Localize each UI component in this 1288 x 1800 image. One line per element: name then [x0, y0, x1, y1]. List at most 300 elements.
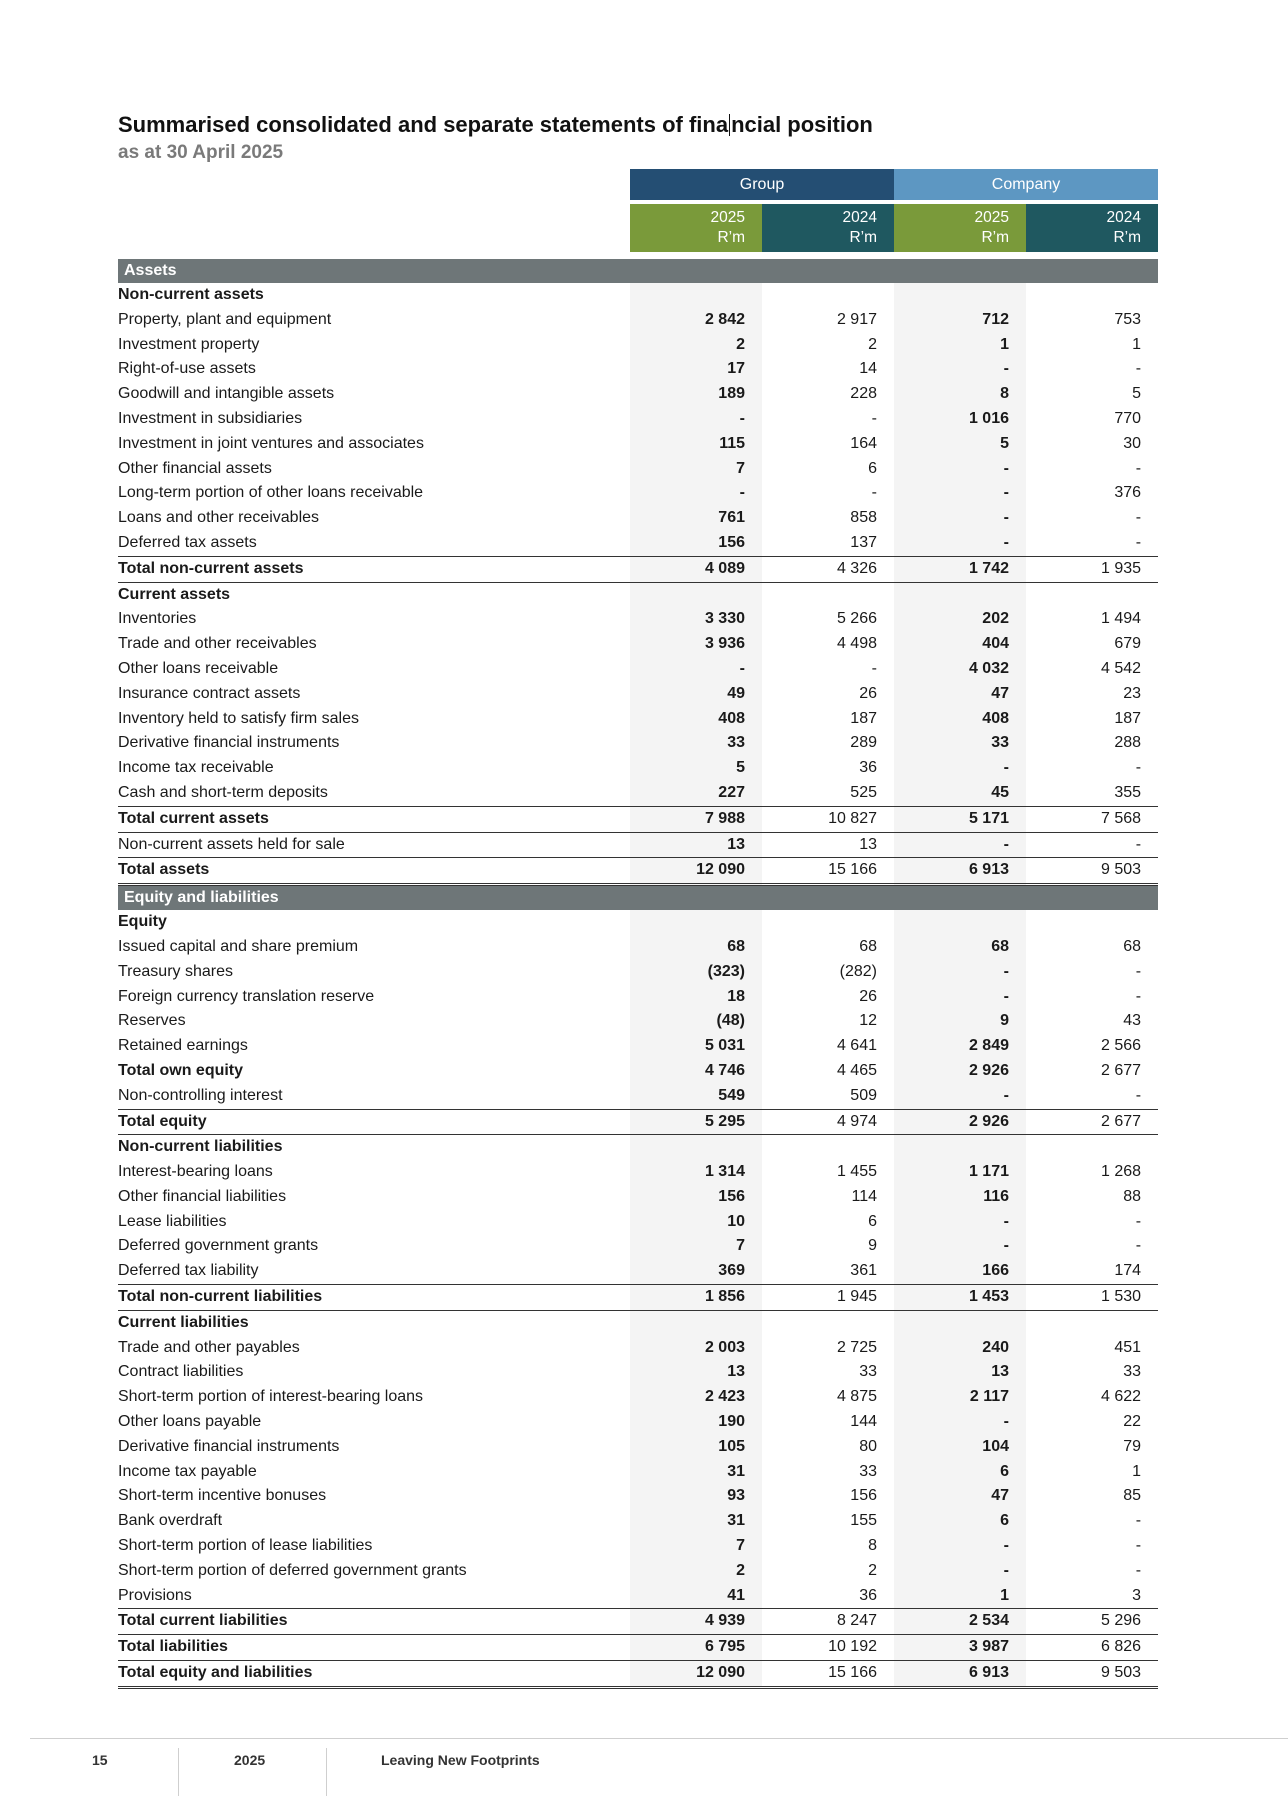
table-row — [118, 1034, 1158, 1059]
value-company-2024: 2 677 — [1100, 1061, 1142, 1079]
row-label: Income tax receivable — [118, 759, 274, 777]
row-label: Loans and other receivables — [118, 509, 320, 527]
value-group-2025: 7 — [630, 1234, 762, 1259]
title-text-end: ncial position — [731, 112, 873, 137]
value-company-2025: 1 — [894, 1584, 1026, 1609]
row-label: Interest-bearing loans — [118, 1163, 273, 1181]
table-row — [118, 1609, 1158, 1635]
value-group-2025 — [630, 1135, 762, 1160]
row-label: Total equity — [118, 1109, 630, 1135]
value-group-2025: 12 090 — [630, 1661, 762, 1688]
value-group-2024 — [762, 582, 894, 607]
header-row-entity — [118, 169, 1158, 200]
value-company-2024: - — [1135, 1237, 1142, 1255]
value-company-2024: - — [1135, 835, 1142, 853]
value-group-2025: 13 — [630, 1360, 762, 1385]
row-label: Short-term incentive bonuses — [118, 1487, 327, 1505]
row-label: Short-term portion of lease liabilities — [118, 1537, 373, 1555]
value-company-2025: 1 742 — [894, 556, 1026, 582]
row-label: Trade and other receivables — [118, 635, 317, 653]
value-group-2024: 8 247 — [762, 1609, 894, 1635]
row-label: Short-term portion of deferred government grants — [118, 1561, 467, 1579]
value-company-2025: - — [894, 1234, 1026, 1259]
value-company-2025: 6 913 — [894, 858, 1026, 885]
value-group-2025: 5 031 — [630, 1034, 762, 1059]
row-label: Non-current liabilities — [118, 1138, 283, 1156]
value-group-2025: 105 — [630, 1435, 762, 1460]
row-label: Cash and short-term deposits — [118, 783, 328, 801]
section-fill — [894, 885, 1026, 911]
value-group-2025: 18 — [630, 985, 762, 1010]
value-company-2024: 22 — [1123, 1413, 1142, 1431]
page-title — [118, 112, 873, 138]
value-group-2024: 144 — [850, 1413, 877, 1431]
value-group-2025: 2 423 — [630, 1385, 762, 1410]
value-group-2025: 93 — [630, 1484, 762, 1509]
value-group-2025: (323) — [630, 960, 762, 985]
header-year: 2024 — [842, 209, 877, 226]
value-company-2025: 1 016 — [894, 407, 1026, 432]
table-row — [118, 682, 1158, 707]
value-company-2025 — [894, 283, 1026, 308]
value-group-2024: 4 875 — [836, 1388, 877, 1406]
value-company-2025: - — [894, 832, 1026, 858]
value-company-2024: 1 268 — [1100, 1163, 1142, 1181]
value-group-2024: 8 — [868, 1537, 877, 1555]
value-group-2025: 115 — [630, 432, 762, 457]
value-group-2025: 7 — [630, 457, 762, 482]
table-row — [118, 806, 1158, 832]
value-group-2024: 1 455 — [836, 1163, 877, 1181]
row-label: Total current assets — [118, 806, 630, 832]
value-company-2024: 376 — [1114, 484, 1142, 502]
table-row — [118, 1385, 1158, 1410]
value-group-2025: 49 — [630, 682, 762, 707]
value-company-2024 — [1026, 910, 1158, 935]
value-company-2024: 770 — [1114, 409, 1142, 427]
table-row — [118, 1059, 1158, 1084]
row-label: Assets — [118, 259, 630, 283]
value-group-2024: 26 — [859, 987, 877, 1005]
value-company-2024: 6 826 — [1026, 1635, 1158, 1661]
section-fill — [1026, 885, 1158, 911]
value-group-2025: 31 — [630, 1509, 762, 1534]
header-unit: R’m — [981, 229, 1009, 246]
row-label: Other financial assets — [118, 459, 272, 477]
table-row — [118, 1009, 1158, 1034]
value-group-2024: 33 — [859, 1363, 877, 1381]
value-group-2025 — [630, 1310, 762, 1335]
value-group-2025: 156 — [630, 1185, 762, 1210]
value-company-2025: 104 — [894, 1435, 1026, 1460]
header-row-years — [118, 204, 1158, 252]
header-unit: R’m — [1113, 229, 1142, 246]
table-row — [118, 506, 1158, 531]
row-label: Reserves — [118, 1012, 186, 1030]
header-company: Company — [894, 169, 1158, 200]
value-group-2024: 509 — [850, 1086, 877, 1104]
value-company-2025: 116 — [894, 1185, 1026, 1210]
value-company-2025 — [894, 582, 1026, 607]
value-group-2024: 4 974 — [762, 1109, 894, 1135]
value-company-2024: 1 — [1132, 335, 1142, 353]
subsection-header-row — [118, 1135, 1158, 1160]
footer-divider — [30, 1738, 1288, 1739]
table-row — [118, 1336, 1158, 1361]
value-company-2024: 174 — [1114, 1262, 1142, 1280]
value-group-2024: 26 — [859, 684, 877, 702]
value-company-2024: - — [1135, 459, 1142, 477]
value-company-2025: 202 — [894, 607, 1026, 632]
table-row — [118, 1460, 1158, 1485]
table-row — [118, 707, 1158, 732]
value-group-2024 — [762, 283, 894, 308]
row-label: Derivative financial instruments — [118, 734, 340, 752]
section-fill — [762, 885, 894, 911]
value-group-2024: 10 192 — [762, 1635, 894, 1661]
value-company-2025: 1 — [894, 333, 1026, 358]
value-group-2025: 156 — [630, 531, 762, 556]
value-group-2024: 525 — [850, 783, 877, 801]
subsection-header-row — [118, 1310, 1158, 1335]
title-text-start: Summarised consolidated and separate statements of fina — [118, 112, 729, 137]
value-group-2024: 155 — [850, 1512, 877, 1530]
value-company-2025: 2 849 — [894, 1034, 1026, 1059]
value-company-2024: 3 — [1132, 1586, 1142, 1604]
value-group-2025: 31 — [630, 1460, 762, 1485]
value-group-2025: 7 — [630, 1534, 762, 1559]
table-row — [118, 632, 1158, 657]
value-group-2024: 15 166 — [762, 858, 894, 885]
header-blank — [118, 204, 630, 252]
value-company-2025: - — [894, 1210, 1026, 1235]
value-group-2025 — [630, 910, 762, 935]
value-group-2024: 33 — [859, 1462, 877, 1480]
value-group-2025: 2 842 — [630, 308, 762, 333]
value-company-2024: 68 — [1123, 937, 1142, 955]
value-group-2024 — [762, 910, 894, 935]
table-row — [118, 1584, 1158, 1609]
value-group-2024: - — [871, 484, 877, 502]
row-label: Inventories — [118, 610, 197, 628]
value-group-2024: 36 — [859, 1586, 877, 1604]
value-company-2024: 1 935 — [1026, 556, 1158, 582]
value-group-2025: 7 988 — [630, 806, 762, 832]
value-group-2024: 187 — [850, 709, 877, 727]
table-row — [118, 1509, 1158, 1534]
value-company-2025: 2 926 — [894, 1059, 1026, 1084]
value-company-2024: 753 — [1114, 310, 1142, 328]
value-group-2025: 3 330 — [630, 607, 762, 632]
value-group-2025: 190 — [630, 1410, 762, 1435]
value-group-2024: 5 266 — [836, 610, 877, 628]
section-fill — [762, 259, 894, 283]
value-company-2025: - — [894, 481, 1026, 506]
value-group-2025: 33 — [630, 731, 762, 756]
row-label: Current liabilities — [118, 1313, 249, 1331]
value-group-2025: 2 — [630, 1559, 762, 1584]
value-group-2025: 12 090 — [630, 858, 762, 885]
section-fill — [630, 259, 762, 283]
value-company-2024: 1 494 — [1100, 610, 1142, 628]
value-company-2024: 5 296 — [1026, 1609, 1158, 1635]
row-label: Deferred tax liability — [118, 1262, 259, 1280]
row-label: Provisions — [118, 1586, 192, 1604]
table-row — [118, 357, 1158, 382]
table-row — [118, 556, 1158, 582]
row-label: Total own equity — [118, 1061, 244, 1079]
table-row — [118, 531, 1158, 556]
value-group-2025: 6 795 — [630, 1635, 762, 1661]
value-group-2024: 2 — [868, 335, 877, 353]
value-group-2024: 137 — [850, 533, 877, 551]
value-company-2025: - — [894, 1410, 1026, 1435]
table-row — [118, 1661, 1158, 1688]
value-company-2025: 5 — [894, 432, 1026, 457]
value-company-2024: 187 — [1114, 709, 1142, 727]
value-group-2025: 408 — [630, 707, 762, 732]
value-group-2024: 4 641 — [836, 1037, 877, 1055]
row-label: Total current liabilities — [118, 1609, 630, 1635]
value-group-2024: 14 — [859, 360, 877, 378]
subsection-header-row — [118, 910, 1158, 935]
table-row — [118, 985, 1158, 1010]
row-label: Retained earnings — [118, 1037, 248, 1055]
value-company-2024: 288 — [1114, 734, 1142, 752]
value-company-2025: - — [894, 1534, 1026, 1559]
table-row — [118, 432, 1158, 457]
row-label: Total liabilities — [118, 1635, 630, 1661]
row-label: Equity and liabilities — [118, 885, 630, 911]
row-label: Other loans receivable — [118, 659, 279, 677]
value-group-2024: 2 917 — [836, 310, 877, 328]
table-row — [118, 382, 1158, 407]
value-group-2024: 164 — [850, 434, 877, 452]
table-row — [118, 457, 1158, 482]
footer-tagline: Leaving New Footprints — [381, 1752, 540, 1768]
table-row — [118, 1410, 1158, 1435]
row-label: Deferred government grants — [118, 1237, 319, 1255]
value-company-2025: 5 171 — [894, 806, 1026, 832]
value-group-2025: 1 314 — [630, 1160, 762, 1185]
value-company-2025: 4 032 — [894, 657, 1026, 682]
value-group-2025: 2 — [630, 333, 762, 358]
value-company-2024: - — [1135, 1212, 1142, 1230]
row-label: Total non-current liabilities — [118, 1285, 630, 1311]
value-company-2025: 2 926 — [894, 1109, 1026, 1135]
value-company-2024: - — [1135, 1537, 1142, 1555]
value-company-2025: 47 — [894, 1484, 1026, 1509]
value-company-2025: - — [894, 1559, 1026, 1584]
value-company-2025: - — [894, 531, 1026, 556]
value-company-2024: 4 622 — [1100, 1388, 1142, 1406]
value-group-2024: 156 — [850, 1487, 877, 1505]
value-company-2025: - — [894, 756, 1026, 781]
value-company-2024: 43 — [1123, 1012, 1142, 1030]
value-company-2024: 355 — [1114, 783, 1142, 801]
page-subtitle: as at 30 April 2025 — [118, 142, 284, 163]
value-group-2025: 5 295 — [630, 1109, 762, 1135]
value-company-2024: 451 — [1114, 1338, 1142, 1356]
value-company-2025 — [894, 910, 1026, 935]
table-row — [118, 1285, 1158, 1311]
table-row — [118, 756, 1158, 781]
value-company-2024: 33 — [1123, 1363, 1142, 1381]
value-group-2024: 10 827 — [762, 806, 894, 832]
header-group: Group — [630, 169, 894, 200]
table-row — [118, 781, 1158, 806]
value-group-2025: 41 — [630, 1584, 762, 1609]
row-label: Other loans payable — [118, 1413, 262, 1431]
row-label: Lease liabilities — [118, 1212, 227, 1230]
header-year: 2025 — [974, 209, 1009, 226]
table-row — [118, 657, 1158, 682]
value-company-2025: 45 — [894, 781, 1026, 806]
value-group-2024: - — [871, 409, 877, 427]
row-label: Current assets — [118, 585, 231, 603]
table-row — [118, 1084, 1158, 1109]
table-row — [118, 308, 1158, 333]
value-group-2025: 2 003 — [630, 1336, 762, 1361]
row-label: Total non-current assets — [118, 556, 630, 582]
value-group-2025: 227 — [630, 781, 762, 806]
section-fill — [1026, 259, 1158, 283]
value-company-2024: 5 — [1132, 385, 1142, 403]
value-company-2024: 1 — [1132, 1462, 1142, 1480]
footer-year: 2025 — [234, 1752, 266, 1768]
value-group-2024: 2 — [868, 1561, 877, 1579]
table-row — [118, 333, 1158, 358]
value-company-2024: - — [1135, 360, 1142, 378]
value-company-2025: 408 — [894, 707, 1026, 732]
value-company-2024: 1 530 — [1026, 1285, 1158, 1311]
row-label: Deferred tax assets — [118, 533, 257, 551]
value-company-2025: - — [894, 1084, 1026, 1109]
row-label: Total assets — [118, 858, 630, 885]
value-group-2025: 761 — [630, 506, 762, 531]
value-group-2025: 3 936 — [630, 632, 762, 657]
value-group-2025: - — [630, 481, 762, 506]
value-company-2025: 3 987 — [894, 1635, 1026, 1661]
value-group-2025 — [630, 582, 762, 607]
row-label: Contract liabilities — [118, 1363, 244, 1381]
value-company-2024: 85 — [1123, 1487, 1142, 1505]
value-group-2025: 549 — [630, 1084, 762, 1109]
value-group-2025: 1 856 — [630, 1285, 762, 1311]
header-year: 2025 — [710, 209, 745, 226]
value-group-2024: 68 — [859, 937, 877, 955]
value-company-2024: - — [1135, 987, 1142, 1005]
value-company-2024: 4 542 — [1100, 659, 1142, 677]
table-row — [118, 1259, 1158, 1284]
value-group-2024: 2 725 — [836, 1338, 877, 1356]
value-group-2024: (282) — [839, 962, 877, 980]
value-group-2025: 10 — [630, 1210, 762, 1235]
section-fill — [630, 885, 762, 911]
value-group-2024: 36 — [859, 759, 877, 777]
row-label: Inventory held to satisfy firm sales — [118, 709, 359, 727]
table-row — [118, 935, 1158, 960]
value-company-2024: 23 — [1123, 684, 1142, 702]
value-company-2024: 679 — [1114, 635, 1142, 653]
header-group-2025 — [630, 204, 762, 252]
table-row — [118, 1185, 1158, 1210]
value-company-2025: 404 — [894, 632, 1026, 657]
value-group-2025: 4 939 — [630, 1609, 762, 1635]
value-company-2025: 68 — [894, 935, 1026, 960]
value-group-2024: 114 — [851, 1187, 877, 1205]
value-group-2024: 4 498 — [836, 635, 877, 653]
value-company-2025 — [894, 1135, 1026, 1160]
footer-page-number: 15 — [92, 1752, 108, 1768]
row-label: Investment in subsidiaries — [118, 409, 303, 427]
row-label: Foreign currency translation reserve — [118, 987, 375, 1005]
value-company-2025: 6 — [894, 1460, 1026, 1485]
value-company-2025: 8 — [894, 382, 1026, 407]
row-label: Trade and other payables — [118, 1338, 300, 1356]
section-header-row — [118, 885, 1158, 911]
row-label: Property, plant and equipment — [118, 310, 332, 328]
value-company-2025: 13 — [894, 1360, 1026, 1385]
value-group-2025: - — [630, 657, 762, 682]
value-group-2024: 12 — [859, 1012, 877, 1030]
table-row — [118, 407, 1158, 432]
value-group-2024: 15 166 — [762, 1661, 894, 1688]
row-label: Income tax payable — [118, 1462, 257, 1480]
value-company-2025: 2 117 — [894, 1385, 1026, 1410]
row-label: Investment property — [118, 335, 260, 353]
subsection-header-row — [118, 582, 1158, 607]
value-group-2025: 369 — [630, 1259, 762, 1284]
row-label: Long-term portion of other loans receivable — [118, 484, 424, 502]
value-company-2024: 9 503 — [1026, 858, 1158, 885]
row-label: Right-of-use assets — [118, 360, 256, 378]
header-group-2024 — [762, 204, 894, 252]
financial-position-table — [118, 169, 1158, 1689]
value-company-2025: 1 171 — [894, 1160, 1026, 1185]
row-label: Derivative financial instruments — [118, 1437, 340, 1455]
value-company-2024 — [1026, 582, 1158, 607]
value-group-2025: - — [630, 407, 762, 432]
row-label: Short-term portion of interest-bearing loans — [118, 1388, 424, 1406]
value-group-2024: 289 — [850, 734, 877, 752]
row-label: Investment in joint ventures and associates — [118, 434, 424, 452]
value-company-2024: - — [1135, 759, 1142, 777]
value-company-2024: 2 566 — [1100, 1037, 1142, 1055]
value-company-2024 — [1026, 283, 1158, 308]
value-group-2024: 4 465 — [836, 1061, 877, 1079]
value-company-2024: 79 — [1123, 1437, 1142, 1455]
footer-separator — [326, 1748, 327, 1796]
section-fill — [894, 259, 1026, 283]
value-company-2024: - — [1135, 533, 1142, 551]
table-row — [118, 1559, 1158, 1584]
value-group-2024: 361 — [850, 1262, 877, 1280]
value-company-2025: 33 — [894, 731, 1026, 756]
table-row — [118, 1534, 1158, 1559]
value-company-2025: - — [894, 506, 1026, 531]
value-group-2024: 4 326 — [762, 556, 894, 582]
table-row — [118, 1234, 1158, 1259]
row-label: Total equity and liabilities — [118, 1661, 630, 1688]
table-row — [118, 858, 1158, 885]
value-company-2025: 1 453 — [894, 1285, 1026, 1311]
value-company-2024: 9 503 — [1026, 1661, 1158, 1688]
header-unit: R’m — [717, 229, 745, 246]
table-row — [118, 832, 1158, 858]
header-unit: R’m — [849, 229, 877, 246]
row-label: Non-controlling interest — [118, 1086, 283, 1104]
